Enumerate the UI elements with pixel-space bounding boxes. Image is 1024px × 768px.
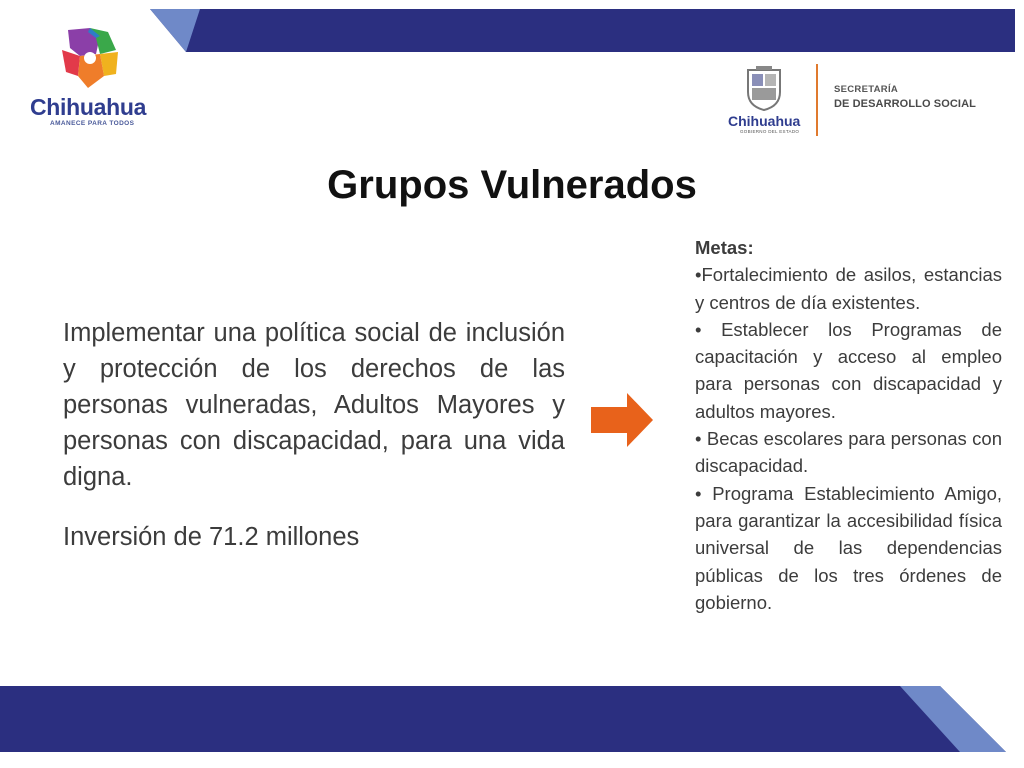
secretaria-logo — [726, 62, 996, 138]
logo-subtitle: GOBIERNO DEL ESTADO — [740, 129, 800, 134]
slide-title: Grupos Vulnerados — [327, 163, 697, 207]
goals-list — [695, 234, 1002, 616]
coat-of-arms-icon — [744, 66, 784, 112]
goal-item: • Programa Establecimiento Amigo, para garantizar la accesibilidad física universal de las dependencias públicas de los tres órdenes de gobierno. — [695, 482, 1002, 613]
chihuahua-logo — [26, 26, 156, 130]
goal-item: •Fortalecimiento de asilos, estancias y centros de día existentes. — [695, 264, 1002, 313]
goal-item: • Becas escolares para personas con discapacidad. — [695, 428, 1002, 477]
investment-amount: Inversión de 71.2 millones — [63, 523, 360, 551]
logo-brand-text: Chihuahua — [30, 94, 147, 120]
goal-item: • Establecer los Programas de capacitación y acceso al empleo para personas con discapacidad y adultos mayores. — [695, 318, 1002, 422]
logo-tagline: AMANECE PARA TODOS — [50, 120, 135, 127]
secretaria-label: SECRETARÍA — [834, 84, 899, 95]
department-label: DE DESARROLLO SOCIAL — [834, 98, 976, 110]
policy-description: Implementar una política social de inclusión y protección de los derechos de las personas vulneradas, Adultos Mayores y personas con discapacidad, para una vida digna. — [63, 319, 565, 491]
bottom-decorative-band — [0, 686, 1024, 752]
goals-heading: Metas: — [695, 237, 754, 258]
chihuahua-map-icon — [60, 26, 120, 90]
logo-divider — [816, 64, 818, 136]
right-arrow-icon — [591, 393, 653, 447]
logo-brand-text: Chihuahua — [728, 113, 801, 129]
